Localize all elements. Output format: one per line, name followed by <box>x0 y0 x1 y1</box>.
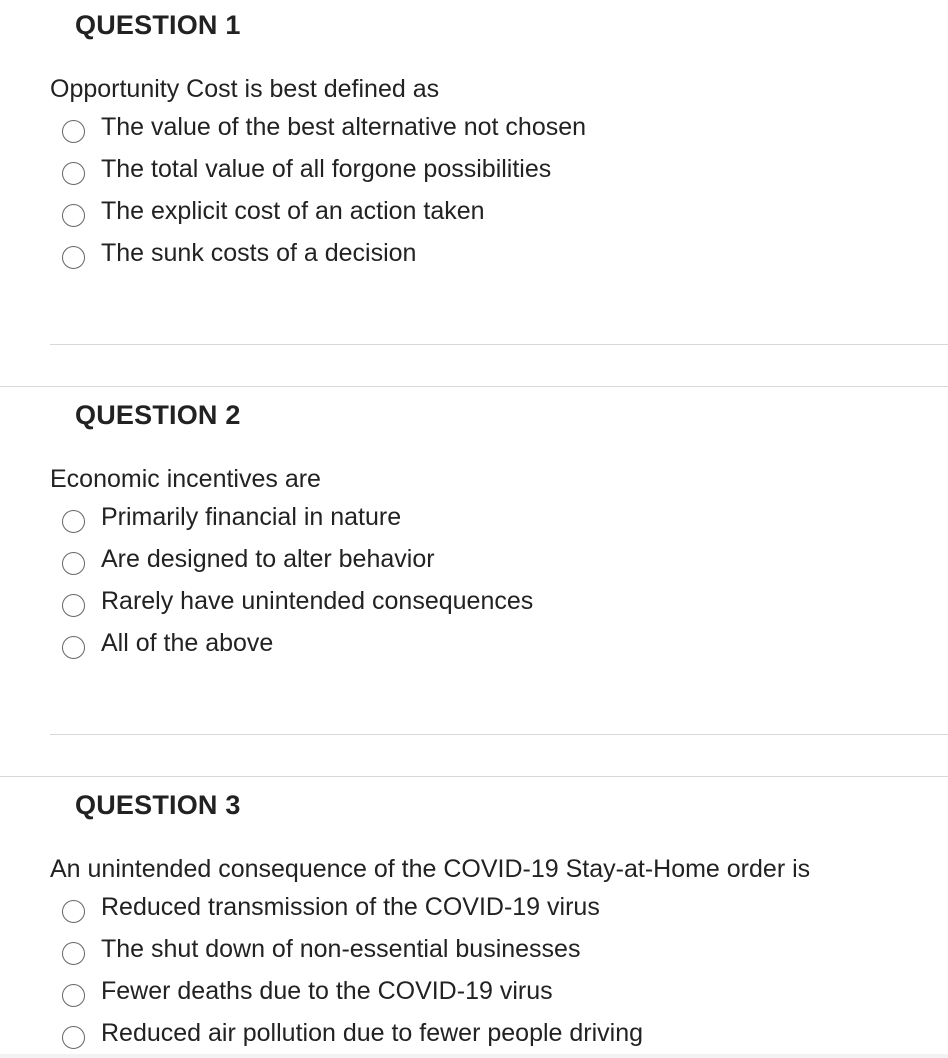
question-prompt: Opportunity Cost is best defined as <box>50 75 440 103</box>
radio-button[interactable] <box>62 984 85 1007</box>
answer-option[interactable] <box>62 584 533 618</box>
answer-label[interactable]: The shut down of non-essential businesses <box>101 934 581 963</box>
answer-option[interactable] <box>62 626 273 660</box>
answer-option[interactable] <box>62 974 553 1008</box>
page-bottom-edge <box>0 1054 948 1058</box>
answer-label[interactable]: All of the above <box>101 628 274 657</box>
radio-button[interactable] <box>62 120 85 143</box>
radio-button[interactable] <box>62 552 85 575</box>
answer-label[interactable]: Fewer deaths due to the COVID-19 virus <box>101 976 553 1005</box>
question-title: QUESTION 2 <box>75 400 241 430</box>
answer-option[interactable] <box>62 890 600 924</box>
radio-button[interactable] <box>62 204 85 227</box>
answer-option[interactable] <box>62 236 416 270</box>
radio-button[interactable] <box>62 900 85 923</box>
answer-option[interactable] <box>62 500 401 534</box>
question-prompt: Economic incentives are <box>50 465 321 493</box>
answer-label[interactable]: Rarely have unintended consequences <box>101 586 534 615</box>
answer-label[interactable]: The value of the best alternative not chosen <box>101 112 587 141</box>
answer-label[interactable]: The total value of all forgone possibilities <box>101 154 552 183</box>
answer-label[interactable]: Primarily financial in nature <box>101 502 402 531</box>
divider <box>0 386 948 387</box>
answer-label[interactable]: Reduced air pollution due to fewer people driving <box>101 1018 644 1047</box>
divider <box>50 734 948 735</box>
radio-button[interactable] <box>62 1026 85 1049</box>
radio-button[interactable] <box>62 162 85 185</box>
radio-button[interactable] <box>62 942 85 965</box>
answer-label[interactable]: Are designed to alter behavior <box>101 544 435 573</box>
answer-label[interactable]: The sunk costs of a decision <box>101 238 417 267</box>
question-prompt: An unintended consequence of the COVID-19 Stay-at-Home order is <box>50 855 811 883</box>
answer-option[interactable] <box>62 932 580 966</box>
answer-option[interactable] <box>62 194 485 228</box>
answer-label[interactable]: Reduced transmission of the COVID-19 virus <box>101 892 600 921</box>
answer-option[interactable] <box>62 110 586 144</box>
question-title: QUESTION 3 <box>75 790 241 820</box>
answer-option[interactable] <box>62 542 435 576</box>
radio-button[interactable] <box>62 636 85 659</box>
answer-option[interactable] <box>62 152 551 186</box>
question-title: QUESTION 1 <box>75 10 241 40</box>
radio-button[interactable] <box>62 246 85 269</box>
radio-button[interactable] <box>62 594 85 617</box>
divider <box>50 344 948 345</box>
divider <box>0 776 948 777</box>
radio-button[interactable] <box>62 510 85 533</box>
answer-option[interactable] <box>62 1016 643 1050</box>
answer-label[interactable]: The explicit cost of an action taken <box>101 196 485 225</box>
